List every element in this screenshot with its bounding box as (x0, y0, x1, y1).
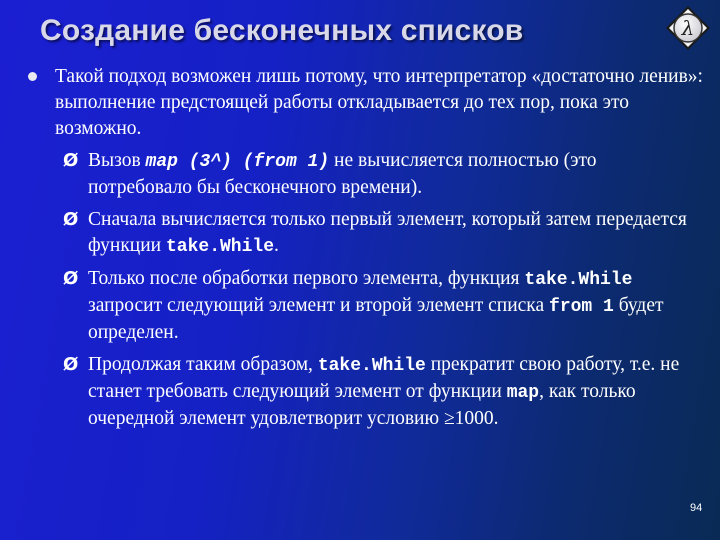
sub-item-2-text-a: Сначала вычисляется только первый элемент, который затем передается функции (88, 209, 687, 256)
arrow-bullet-icon: Ø (63, 209, 79, 230)
sub-item-4-text-c: , как только очередной элемент удовлетворит условию (88, 381, 636, 429)
sub-item-2-text-b: . (274, 235, 279, 256)
sub-list (24, 148, 704, 432)
sub-item-4-text-d: ≥1000. (443, 408, 499, 429)
sub-item-4 (24, 352, 688, 432)
slide-title: Создание бесконечных списков (40, 14, 524, 47)
lambda-logo-icon (664, 4, 712, 52)
sub-item-3-code-b: from 1 (549, 297, 614, 317)
logo-glyph: λ (681, 16, 695, 40)
bullet-dot-icon (28, 72, 37, 81)
sub-item-3-code-a: take.While (524, 270, 633, 290)
page-number: 94 (690, 502, 703, 514)
sub-item-4-text-a: Продолжая таким образом, (88, 354, 318, 375)
sub-item-3-text-b: запросит следующий элемент и второй элемент списка (88, 295, 550, 316)
arrow-bullet-icon: Ø (63, 268, 79, 289)
sub-item-3 (24, 266, 688, 346)
slide-content (24, 64, 704, 432)
sub-item-1-text-a: Вызов (88, 150, 146, 171)
arrow-bullet-icon: Ø (63, 354, 79, 375)
sub-item-1-text-b: не вычисляется полностью (это потребовало бы бесконечного времени). (88, 150, 597, 198)
sub-item-2-code: take.While (166, 237, 275, 257)
sub-item-3-text-c: будет определен. (88, 295, 664, 343)
sub-item-4-code-a: take.While (317, 356, 426, 376)
main-bullet-text: Такой подход возможен лишь потому, что интерпретатор «достаточно ленив»: выполнение предстоящей работы откладывается до тех пор, пока это возможно. (55, 66, 703, 139)
sub-item-1-code: map (3^) (from 1) (145, 152, 330, 172)
sub-item-3-text-a: Только после обработки первого элемента, функция (88, 268, 525, 289)
sub-item-4-code-b: map (506, 383, 540, 403)
main-bullet (24, 64, 704, 142)
sub-item-2 (24, 207, 688, 260)
sub-item-4-text-b: прекратит свою работу, т.е. не станет требовать следующий элемент от функции (88, 354, 680, 402)
arrow-bullet-icon: Ø (63, 150, 79, 171)
sub-item-1 (24, 148, 688, 201)
